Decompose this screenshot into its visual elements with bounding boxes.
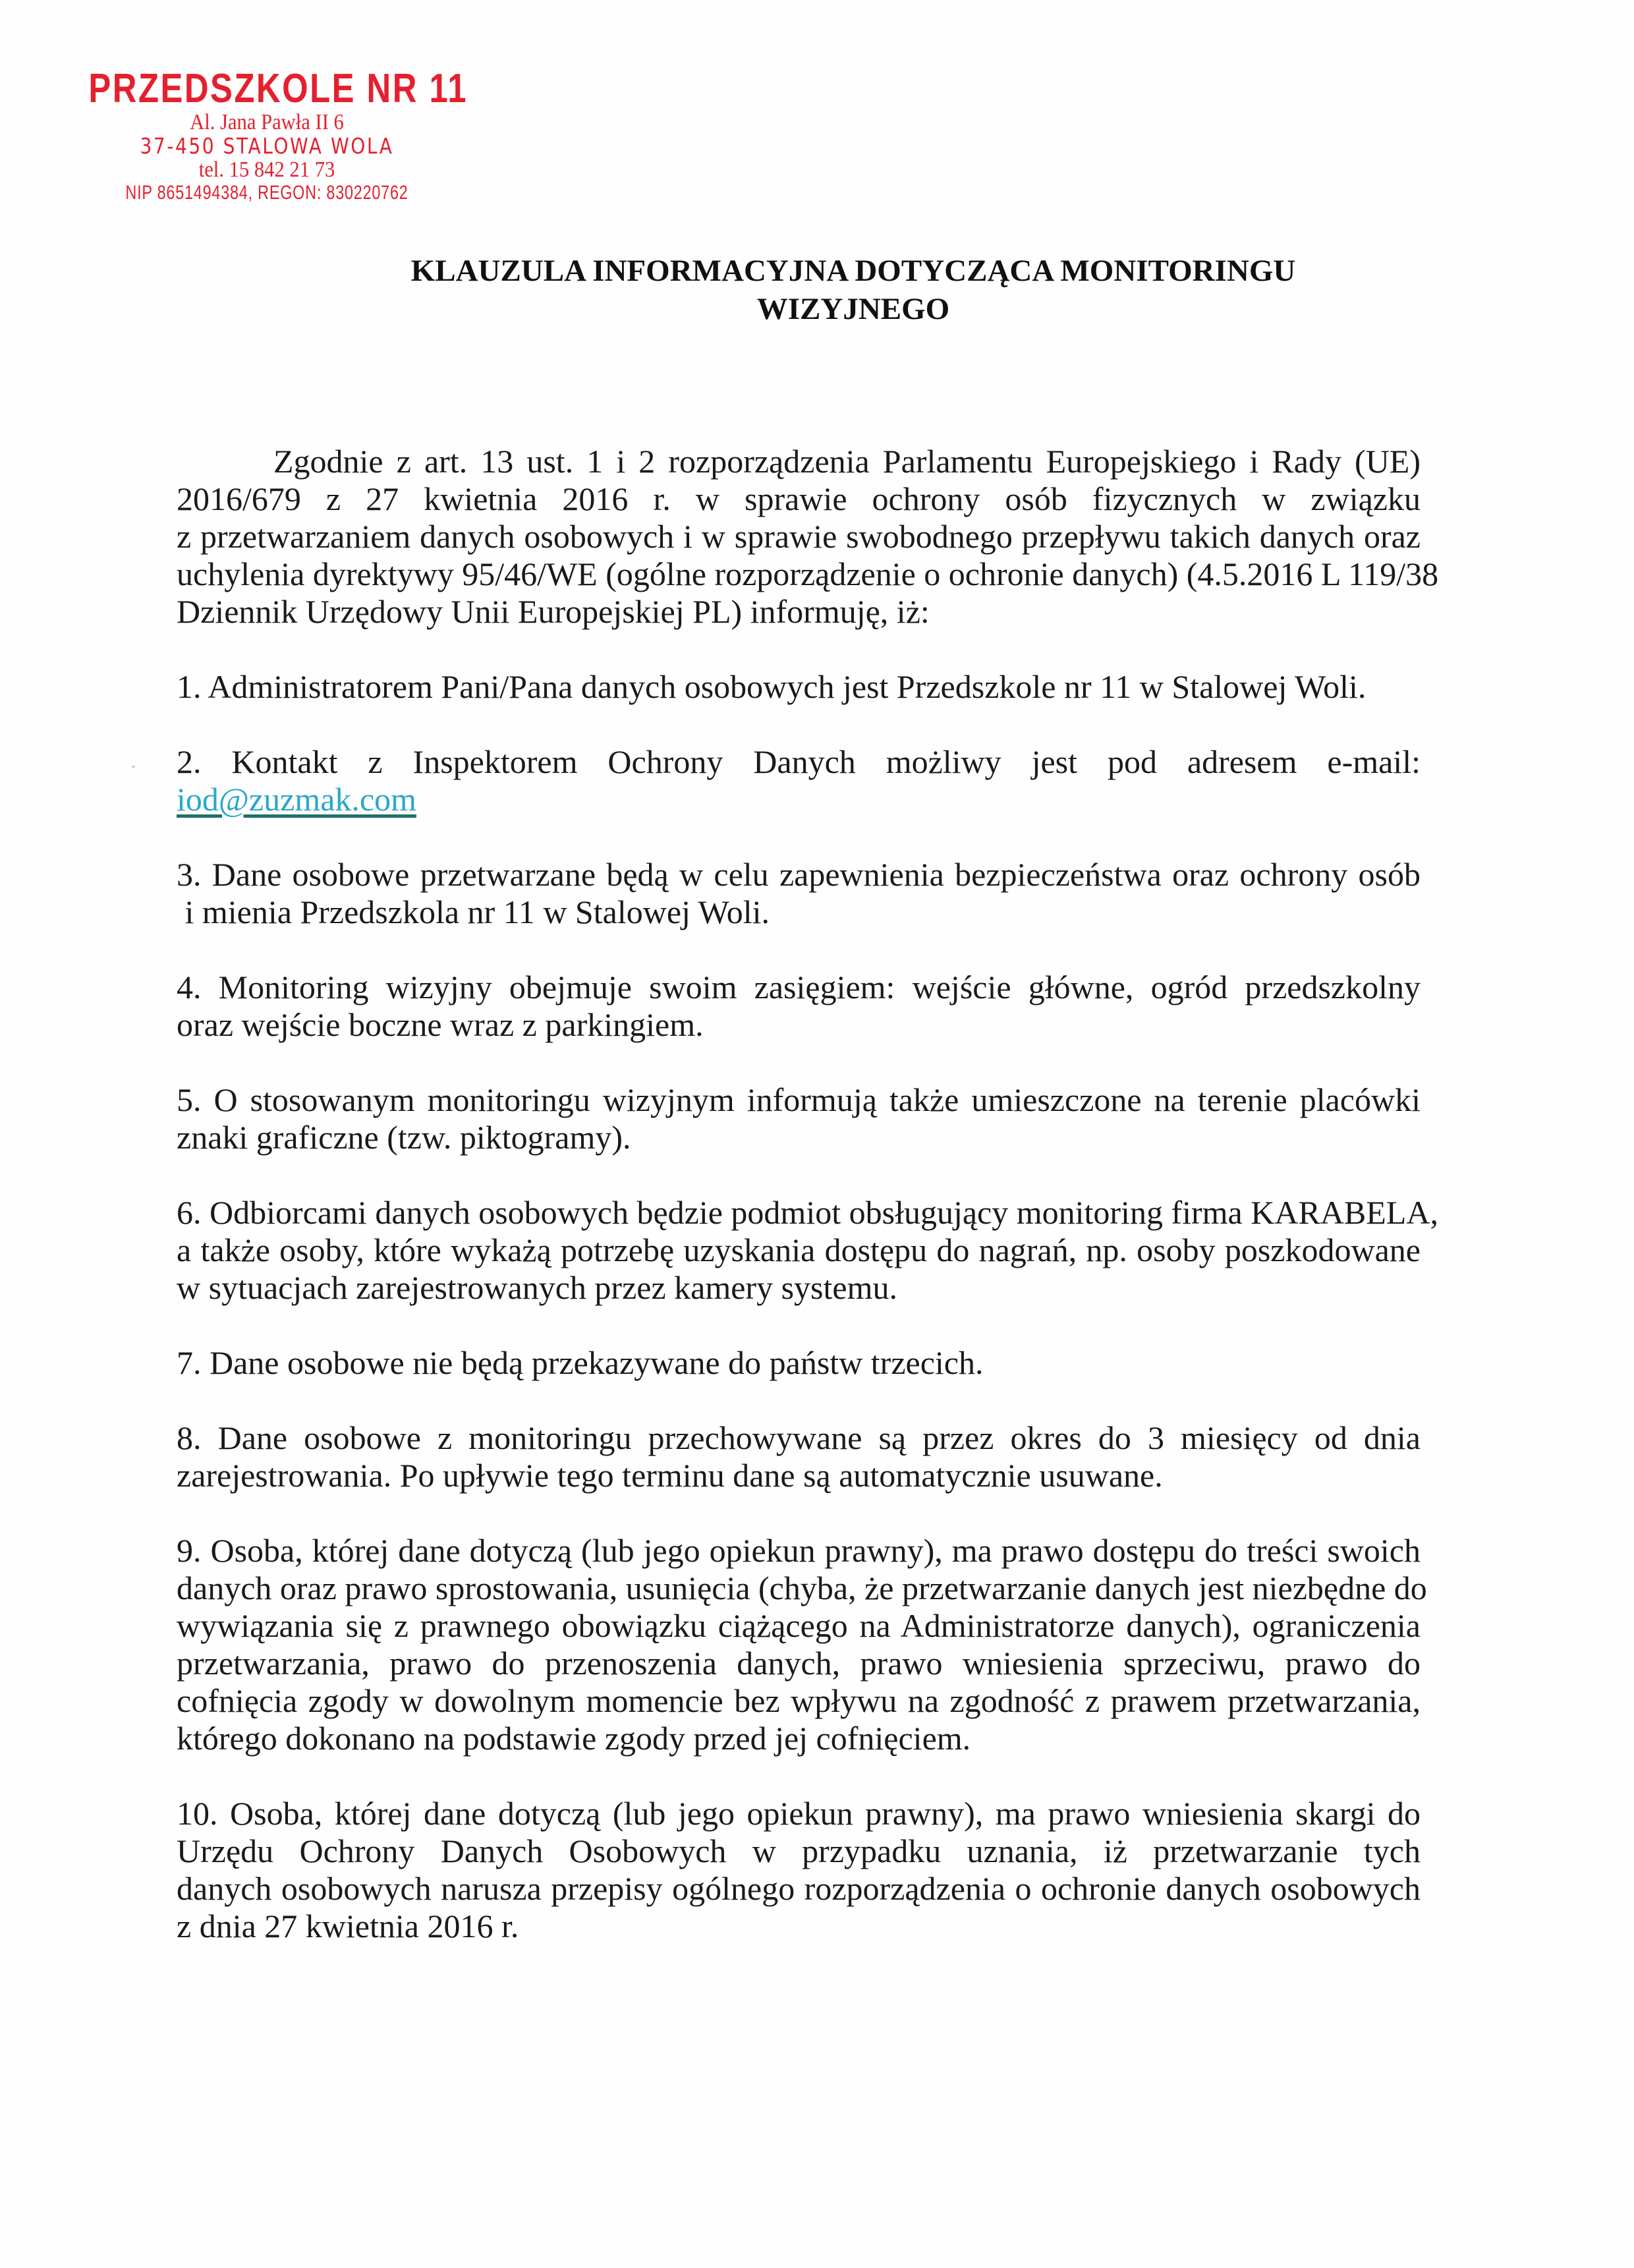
clause-item-10 bbox=[177, 1795, 1421, 1945]
clause-line: oraz wejście boczne wraz z parkingiem. bbox=[177, 1006, 704, 1043]
clause-line: 10. Osoba, której dane dotyczą (lub jego opiekun prawny), ma prawo wniesienia skargi do bbox=[177, 1795, 1421, 1832]
clause-item-4 bbox=[177, 969, 1421, 1044]
clause-line: 2. Kontakt z Inspektorem Ochrony Danych możliwy jest pod adresem e-mail: bbox=[177, 743, 1421, 780]
stamp-postal-city: 37-450 STALOWA WOLA bbox=[140, 133, 394, 159]
intro-paragraph bbox=[177, 443, 1439, 631]
clause-line: danych osobowych narusza przepisy ogólnego rozporządzenia o ochronie danych osobowych bbox=[177, 1870, 1421, 1907]
intro-line: 2016/679 z 27 kwietnia 2016 r. w sprawie ochrony osób fizycznych w związku bbox=[177, 480, 1421, 517]
clause-item-6 bbox=[177, 1194, 1438, 1307]
clause-line: danych oraz prawo sprostowania, usunięcia (chyba, że przetwarzanie danych jest niezbędne do bbox=[177, 1570, 1427, 1606]
clause-line: 1. Administratorem Pani/Pana danych osobowych jest Przedszkole nr 11 w Stalowej Woli. bbox=[177, 668, 1366, 705]
dpo-email-link[interactable]: iod@zuzmak.com bbox=[177, 781, 416, 818]
institution-stamp bbox=[76, 66, 468, 204]
clause-line: a także osoby, które wykażą potrzebę uzyskania dostępu do nagrań, np. osoby poszkodowane bbox=[177, 1232, 1421, 1268]
clause-line: 4. Monitoring wizyjny obejmuje swoim zasięgiem: wejście główne, ogród przedszkolny bbox=[177, 969, 1421, 1006]
stamp-institution-name: PRZEDSZKOLE NR 11 bbox=[88, 66, 468, 111]
clause-item-5 bbox=[177, 1081, 1421, 1156]
clause-item-9 bbox=[177, 1532, 1427, 1757]
clause-line: wywiązania się z prawnego obowiązku ciążącego na Administratorze danych), ograniczenia bbox=[177, 1607, 1421, 1644]
clause-line: 9. Osoba, której dane dotyczą (lub jego opiekun prawny), ma prawo dostępu do treści swoich bbox=[177, 1532, 1421, 1569]
intro-line: z przetwarzaniem danych osobowych i w sprawie swobodnego przepływu takich danych oraz bbox=[177, 518, 1421, 555]
clause-item-2 bbox=[177, 743, 1421, 818]
stamp-street-address: Al. Jana Pawła II 6 bbox=[190, 110, 344, 134]
clause-line: 5. O stosowanym monitoringu wizyjnym informują także umieszczone na terenie placówki bbox=[177, 1081, 1421, 1118]
clause-line: Urzędu Ochrony Danych Osobowych w przypadku uznania, iż przetwarzanie tych bbox=[177, 1832, 1421, 1869]
stamp-tax-ids: NIP 8651494384, REGON: 830220762 bbox=[125, 182, 408, 204]
stamp-phone: tel. 15 842 21 73 bbox=[198, 157, 335, 182]
clause-line: z dnia 27 kwietnia 2016 r. bbox=[177, 1908, 519, 1944]
clause-item-8 bbox=[177, 1419, 1421, 1494]
intro-line: Dziennik Urzędowy Unii Europejskiej PL) informuję, iż: bbox=[177, 593, 930, 630]
clause-line: którego dokonano na podstawie zgody przed jej cofnięciem. bbox=[177, 1720, 971, 1757]
clause-line: 6. Odbiorcami danych osobowych będzie podmiot obsługujący monitoring firma KARABELA, bbox=[177, 1194, 1438, 1231]
clause-line: cofnięcia zgody w dowolnym momencie bez wpływu na zgodność z prawem przetwarzania, bbox=[177, 1682, 1421, 1719]
clause-item-7 bbox=[177, 1344, 1421, 1382]
clause-line: i mienia Przedszkola nr 11 w Stalowej Woli. bbox=[177, 893, 770, 930]
clause-line: przetwarzania, prawo do przenoszenia danych, prawo wniesienia sprzeciwu, prawo do bbox=[177, 1645, 1421, 1682]
clause-line: 7. Dane osobowe nie będą przekazywane do państw trzecich. bbox=[177, 1344, 984, 1381]
intro-line: Zgodnie z art. 13 ust. 1 i 2 rozporządzenia Parlamentu Europejskiego i Rady (UE) bbox=[273, 443, 1421, 480]
clause-line: znaki graficzne (tzw. piktogramy). bbox=[177, 1119, 631, 1156]
title-line-2: WIZYJNEGO bbox=[756, 292, 950, 326]
clause-line: 8. Dane osobowe z monitoringu przechowywane są przez okres do 3 miesięcy od dnia bbox=[177, 1419, 1421, 1456]
title-line-1: KLAUZULA INFORMACYJNA DOTYCZĄCA MONITORINGU bbox=[410, 254, 1296, 288]
scan-speck bbox=[132, 766, 135, 768]
clause-line: w sytuacjach zarejestrowanych przez kamery systemu. bbox=[177, 1269, 897, 1306]
clause-line-email bbox=[177, 781, 1421, 818]
clause-line: zarejestrowania. Po upływie tego terminu dane są automatycznie usuwane. bbox=[177, 1457, 1163, 1494]
clause-line: 3. Dane osobowe przetwarzane będą w celu zapewnienia bezpieczeństwa oraz ochrony osób bbox=[177, 856, 1421, 893]
document-body bbox=[177, 443, 1439, 1983]
document-title bbox=[198, 252, 1509, 328]
intro-line: uchylenia dyrektywy 95/46/WE (ogólne rozporządzenie o ochronie danych) (4.5.2016 L 119/38 bbox=[177, 555, 1439, 592]
clause-item-3 bbox=[177, 856, 1421, 931]
clause-item-1 bbox=[177, 668, 1421, 706]
